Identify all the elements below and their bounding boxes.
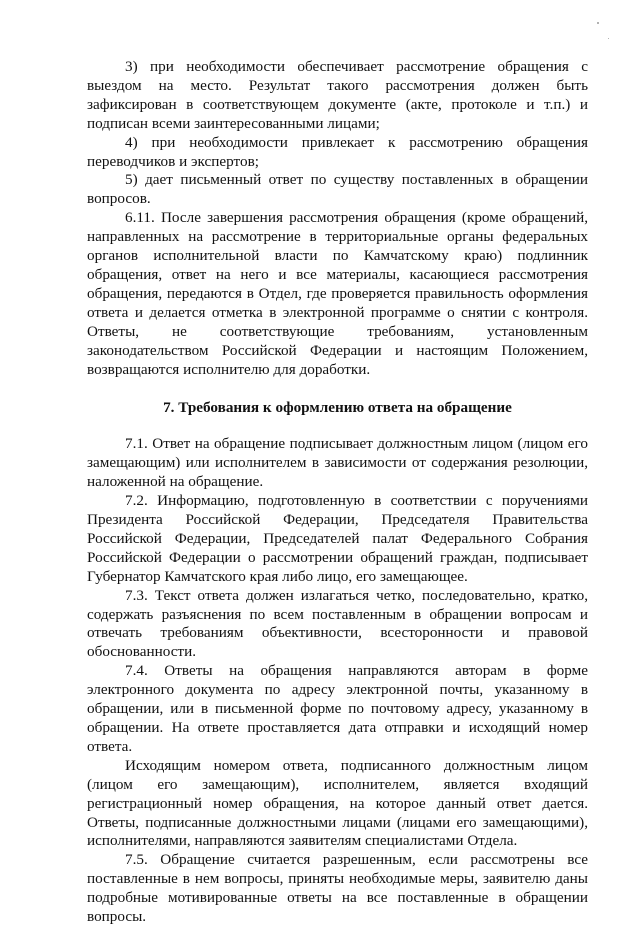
paragraph-7-1: 7.1. Ответ на обращение подписывает должностным лицом (лицом его замещающим) или исполнителем в зависимости от содержания резолюции, наложенной на обращение. bbox=[87, 435, 588, 491]
paragraph-7-4: 7.4. Ответы на обращения направляются авторам в форме электронного документа по адресу электронной почты, указанному в обращении, или в письменной форме по почтовому адресу, указанному в обращении. На ответе проставляется дата отправки и исходящий номер ответа. bbox=[87, 662, 588, 755]
scan-speck bbox=[608, 38, 609, 39]
scan-speck bbox=[597, 22, 599, 24]
paragraph-7-3: 7.3. Текст ответа должен излагаться четко, последовательно, кратко, содержать разъяснения по всем поставленным в обращении вопросам и отвечать требованиям объективности, всесторонности и правовой обоснованности. bbox=[87, 586, 588, 661]
paragraph-6-11: 6.11. После завершения рассмотрения обращения (кроме обращений, направленных на рассмотрение в территориальные органы федеральных органов исполнительной власти по Камчатскому краю) подлинник обращения, ответ на него и все материалы, касающиеся рассмотрения обращения, передаются в Отдел, где проверяется правильность оформления ответа и делается отметка в электронной программе о снятии с контроля. Ответы, не соответствующие требованиям, установленным законодательством Российской Федерации и настоящим Положением, возвращаются исполнителю для доработки. bbox=[87, 209, 588, 378]
paragraph-item-5: 5) дает письменный ответ по существу поставленных в обращении вопросов. bbox=[87, 171, 588, 208]
paragraph-item-3: 3) при необходимости обеспечивает рассмотрение обращения с выездом на место. Результат такого рассмотрения должен быть зафиксирован в соответствующем документе (акте, протоколе и т.п.) и подписан всеми заинтересованными лицами; bbox=[87, 58, 588, 132]
paragraph-7-5: 7.5. Обращение считается разрешенным, если рассмотрены все поставленные в нем вопросы, приняты необходимые меры, заявителю даны подробные мотивированные ответы на все поставленные в обращении вопросы. bbox=[87, 851, 588, 926]
paragraph-item-4: 4) при необходимости привлекает к рассмотрению обращения переводчиков и экспертов; bbox=[87, 133, 588, 170]
section-heading: 7. Требования к оформлению ответа на обращение bbox=[163, 399, 512, 417]
paragraph-7-2: 7.2. Информацию, подготовленную в соответствии с поручениями Президента Российской Федерации, Председателя Правительства Российской Федерации, Председателей палат Федерального Собрания Российской Федерации о рассмотрении обращений граждан, подписывает Губернатор Камчатского края либо лицо, его замещающее. bbox=[87, 492, 588, 585]
paragraph-outgoing-number: Исходящим номером ответа, подписанного должностным лицом (лицом его замещающим), исполнителем, является входящий регистрационный номер обращения, на которое данный ответ дается. Ответы, подписанные должностными лицами (лицами его замещающими), исполнителями, направляются заявителям специалистами Отдела. bbox=[87, 756, 588, 850]
document-page bbox=[87, 58, 588, 927]
